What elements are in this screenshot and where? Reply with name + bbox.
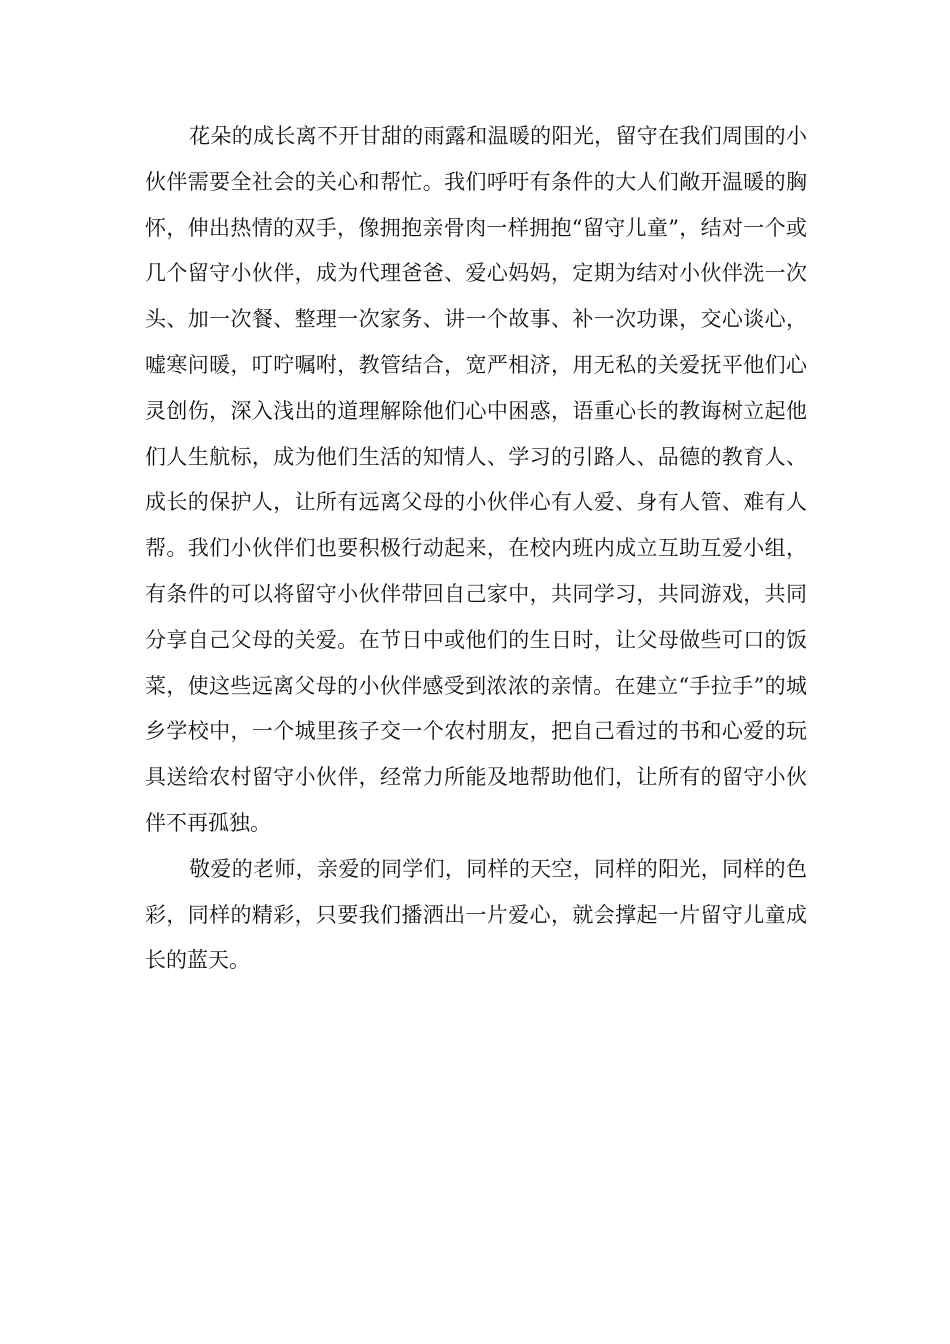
paragraph-caring-for-left-behind-children: 花朵的成长离不开甘甜的雨露和温暖的阳光，留守在我们周围的小伙伴需要全社会的关心和帮忙。我们呼吁有条件的大人们敞开温暖的胸怀，伸出热情的双手，像拥抱亲骨肉一样拥抱“留守儿童”，结对一个或几个留守小伙伴，成为代理爸爸、爱心妈妈，定期为结对小伙伴洗一次头、加一次餐、整理一次家务、讲一个故事、补一次功课，交心谈心，嘘寒问暖，叮咛嘱咐，教管结合，宽严相济，用无私的关爱抚平他们心灵创伤，深入浅出的道理解除他们心中困惑，语重心长的教诲树立起他们人生航标，成为他们生活的知情人、学习的引路人、品德的教育人、成长的保护人，让所有远离父母的小伙伴心有人爱、身有人管、难有人帮。我们小伙伴们也要积极行动起来，在校内班内成立互助互爱小组，有条件的可以将留守小伙伴带回自己家中，共同学习，共同游戏，共同分享自己父母的关爱。在节日中或他们的生日时，让父母做些可口的饭菜，使这些远离父母的小伙伴感受到浓浓的亲情。在建立“手拉手”的城乡学校中，一个城里孩子交一个农村朋友，把自己看过的书和心爱的玩具送给农村留守小伙伴，经常力所能及地帮助他们，让所有的留守小伙伴不再孤独。 [145, 124, 807, 835]
paragraph-closing-appeal: 敬爱的老师，亲爱的同学们，同样的天空，同样的阳光，同样的色彩，同样的精彩，只要我们播洒出一片爱心，就会撑起一片留守儿童成长的蓝天。 [145, 856, 807, 973]
body-text [145, 114, 807, 984]
